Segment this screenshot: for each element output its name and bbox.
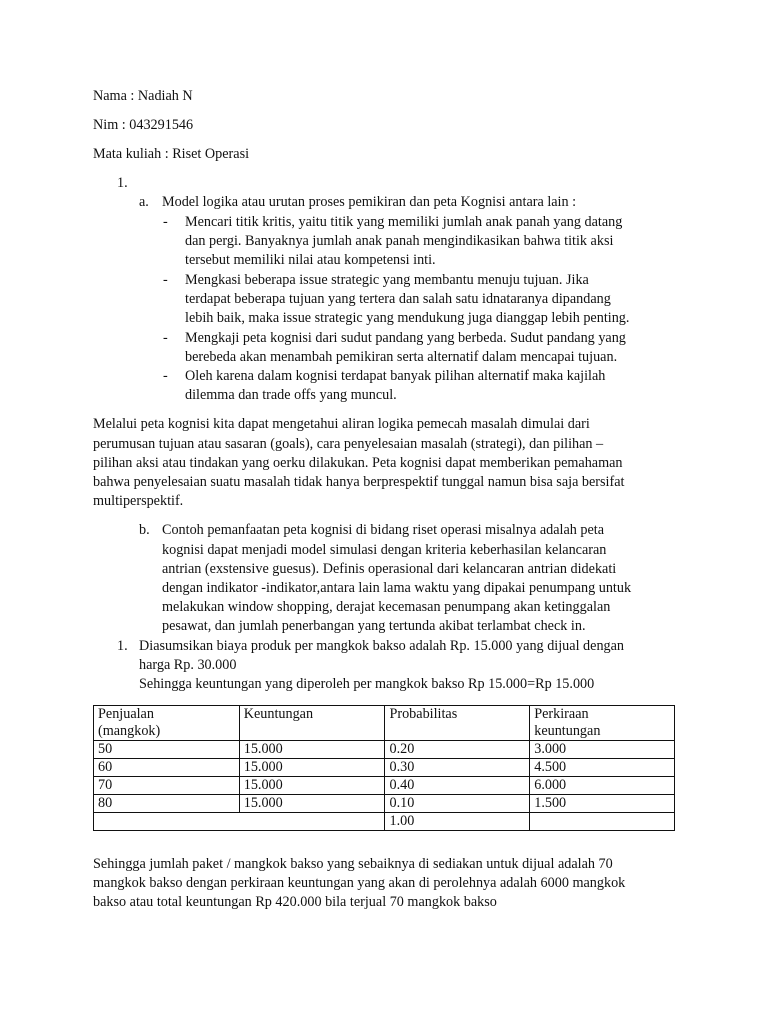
table-row	[94, 777, 675, 795]
table-cell: 15.000	[239, 777, 385, 795]
bullet-line: Mencari titik kritis, yaitu titik yang memiliki jumlah anak panah yang datang	[185, 214, 623, 230]
table-cell: 0.10	[385, 795, 530, 813]
table-cell: 1.500	[530, 795, 675, 813]
student-name: Nama : Nadiah N	[93, 88, 193, 104]
header-text: Probabilitas	[389, 706, 458, 722]
paragraph-line: perumusan tujuan atau sasaran (goals), cara penyelesaian masalah (strategi), dan pilihan –	[93, 436, 604, 452]
question-number: 1.	[117, 175, 128, 191]
header-text: Perkiraan	[534, 706, 589, 722]
bullet-dash: -	[163, 272, 168, 288]
bullet-line: dilemma dan trade offs yang muncul.	[185, 387, 397, 403]
table-cell: 0.30	[385, 759, 530, 777]
header-cell	[239, 706, 385, 741]
bullet-line: tersebut memiliki nilai atau kompetensi inti.	[185, 252, 436, 268]
table-cell: 15.000	[239, 795, 385, 813]
header-cell	[385, 706, 530, 741]
conclusion-line: mangkok bakso dengan perkiraan keuntungan yang akan di perolehnya adalah 6000 mangkok	[93, 875, 626, 891]
table-cell-empty	[94, 813, 385, 831]
question-2-line: harga Rp. 30.000	[139, 657, 237, 673]
bullet-line: Mengkasi beberapa issue strategic yang membantu menuju tujuan. Jika	[185, 272, 589, 288]
item-b-line: dengan indikator -indikator,antara lain lama waktu yang dipakai penumpang untuk	[162, 580, 632, 596]
bullet-dash: -	[163, 330, 168, 346]
table-cell: 70	[94, 777, 240, 795]
table-cell: 3.000	[530, 741, 675, 759]
table-cell: 0.20	[385, 741, 530, 759]
item-b-line: Contoh pemanfaatan peta kognisi di bidang riset operasi misalnya adalah peta	[162, 522, 605, 538]
header-text: Penjualan	[98, 706, 154, 722]
item-marker-b: b.	[139, 522, 150, 538]
paragraph-line: bahwa penyelesaian suatu masalah tidak hanya berprespektif tunggal namun bisa saja bersifat	[93, 474, 625, 490]
table-cell: 15.000	[239, 741, 385, 759]
item-b-line: antrian (exstensive guesus). Definis operasional dari kelancaran antrian didekati	[162, 561, 617, 577]
table-cell-total: 1.00	[385, 813, 530, 831]
bullet-dash: -	[163, 214, 168, 230]
paragraph-line: pilihan aksi atau tindakan yang oerku dilakukan. Peta kognisi dapat memberikan pemahaman	[93, 455, 623, 471]
table-header-row	[94, 706, 675, 741]
paragraph-line: Melalui peta kognisi kita dapat mengetahui aliran logika pemecah masalah dimulai dari	[93, 416, 590, 432]
table-cell: 0.40	[385, 777, 530, 795]
table-cell: 15.000	[239, 759, 385, 777]
item-a-intro: Model logika atau urutan proses pemikiran dan peta Kognisi antara lain :	[162, 194, 577, 210]
table-row	[94, 759, 675, 777]
conclusion-line: bakso atau total keuntungan Rp 420.000 bila terjual 70 mangkok bakso	[93, 894, 497, 910]
item-b-line: pesawat, dan jumlah penerbangan yang tertunda akibat terlambat check in.	[162, 618, 586, 634]
course-name: Mata kuliah : Riset Operasi	[93, 146, 250, 162]
student-nim: Nim : 043291546	[93, 117, 194, 133]
question-number: 1.	[117, 638, 128, 654]
question-2-line: Sehingga keuntungan yang diperoleh per mangkok bakso Rp 15.000=Rp 15.000	[139, 676, 595, 692]
header-text: keuntungan	[534, 723, 601, 739]
bullet-line: Mengkaji peta kognisi dari sudut pandang yang berbeda. Sudut pandang yang	[185, 330, 626, 346]
question-2-line: Diasumsikan biaya produk per mangkok bakso adalah Rp. 15.000 yang dijual dengan	[139, 638, 625, 654]
bullet-line: berebeda akan menambah pemikiran serta alternatif dalam mencapai tujuan.	[185, 349, 618, 365]
table-row	[94, 795, 675, 813]
item-b-line: melakukan window shopping, derajat kecemasan penumpang akan ketinggalan	[162, 599, 611, 615]
header-cell	[530, 706, 675, 741]
bullet-line: Oleh karena dalam kognisi terdapat banyak pilihan alternatif maka kajilah	[185, 368, 606, 384]
conclusion-line: Sehingga jumlah paket / mangkok bakso yang sebaiknya di sediakan untuk dijual adalah 70	[93, 856, 613, 872]
table-cell: 6.000	[530, 777, 675, 795]
table-cell: 50	[94, 741, 240, 759]
table-row	[94, 741, 675, 759]
item-b-line: kognisi dapat menjadi model simulasi dengan kriteria keberhasilan kelancaran	[162, 542, 607, 558]
header-text: (mangkok)	[98, 723, 161, 739]
table-cell-empty	[530, 813, 675, 831]
table-cell: 60	[94, 759, 240, 777]
header-cell	[94, 706, 240, 741]
profit-table	[93, 705, 675, 831]
bullet-line: lebih baik, maka issue strategic yang mendukung juga dianggap lebih penting.	[185, 310, 630, 326]
bullet-line: dan pergi. Banyaknya jumlah anak panah mengindikasikan bahwa titik aksi	[185, 233, 614, 249]
table-cell: 80	[94, 795, 240, 813]
bullet-dash: -	[163, 368, 168, 384]
table-cell: 4.500	[530, 759, 675, 777]
paragraph-line: multiperspektif.	[93, 493, 184, 509]
bullet-line: terdapat beberapa tujuan yang tertera dan salah satu idnataranya dipandang	[185, 291, 611, 307]
item-marker-a: a.	[139, 194, 149, 210]
header-text: Keuntungan	[243, 706, 314, 722]
table-total-row	[94, 813, 675, 831]
